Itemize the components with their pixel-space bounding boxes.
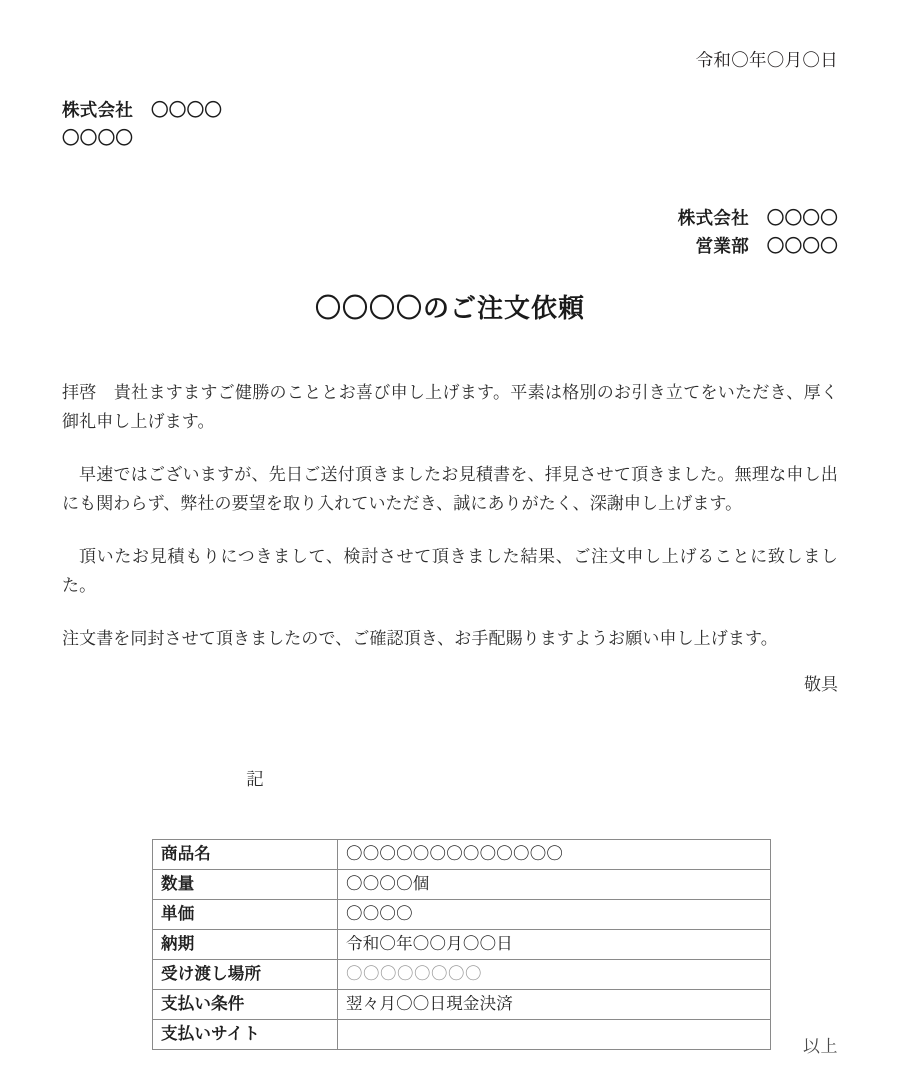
enclosure-heading: 記 (246, 769, 264, 789)
table-cell-label: 商品名 (153, 840, 338, 870)
table-cell-label: 受け渡し場所 (153, 960, 338, 990)
table-cell-value (338, 1020, 771, 1050)
table-row (153, 1020, 771, 1050)
table-cell-label: 支払い条件 (153, 990, 338, 1020)
sender-department: 営業部 〇〇〇〇 (695, 236, 838, 256)
table-cell-value: 〇〇〇〇個 (338, 870, 771, 900)
table-cell-value: 〇〇〇〇〇〇〇〇〇〇〇〇〇 (338, 840, 771, 870)
recipient-block (62, 96, 838, 152)
body-paragraph-order-decision: 頂いたお見積もりにつきまして、検討させて頂きました結果、ご注文申し上げることに致しました。 (62, 547, 838, 595)
table-cell-label: 納期 (153, 930, 338, 960)
table-row (153, 840, 771, 870)
table-cell-value: 翌々月〇〇日現金決済 (338, 990, 771, 1020)
table-row (153, 870, 771, 900)
document-date: 令和〇年〇月〇日 (695, 50, 838, 70)
order-detail-table (152, 839, 771, 1050)
closing-salutation: 敬具 (804, 675, 838, 694)
sender-company: 株式会社 〇〇〇〇 (677, 208, 838, 228)
order-detail-table-body (153, 840, 771, 1050)
table-cell-label: 支払いサイト (153, 1020, 338, 1050)
table-row (153, 990, 771, 1020)
table-cell-value: 〇〇〇〇〇〇〇〇 (338, 960, 771, 990)
body-paragraph-greeting: 拝啓 貴社ますますご健勝のこととお喜び申し上げます。平素は格別のお引き立てをいただき、厚く御礼申し上げます。 (62, 383, 838, 431)
page-title: 〇〇〇〇のご注文依頼 (314, 293, 585, 323)
table-row (153, 960, 771, 990)
table-cell-value: 〇〇〇〇 (338, 900, 771, 930)
sender-block (62, 204, 838, 260)
body-paragraph-enclosure-notice: 注文書を同封させて頂きましたので、ご確認頂き、お手配賜りますようお願い申し上げます。 (62, 629, 778, 648)
detail-table-wrapper (62, 839, 838, 1050)
body-paragraph-quotation: 早速ではございますが、先日ご送付頂きましたお見積書を、拝見させて頂きました。無理な申し出にも関わらず、弊社の要望を取り入れていただき、誠にありがたく、深謝申し上げます。 (62, 465, 838, 513)
table-cell-value: 令和〇年〇〇月〇〇日 (338, 930, 771, 960)
table-cell-label: 単価 (153, 900, 338, 930)
table-cell-label: 数量 (153, 870, 338, 900)
document-footer: 以上 (803, 1037, 838, 1056)
table-row (153, 930, 771, 960)
recipient-name: 〇〇〇〇 (62, 128, 134, 148)
recipient-company: 株式会社 〇〇〇〇 (62, 100, 223, 120)
table-row (153, 900, 771, 930)
